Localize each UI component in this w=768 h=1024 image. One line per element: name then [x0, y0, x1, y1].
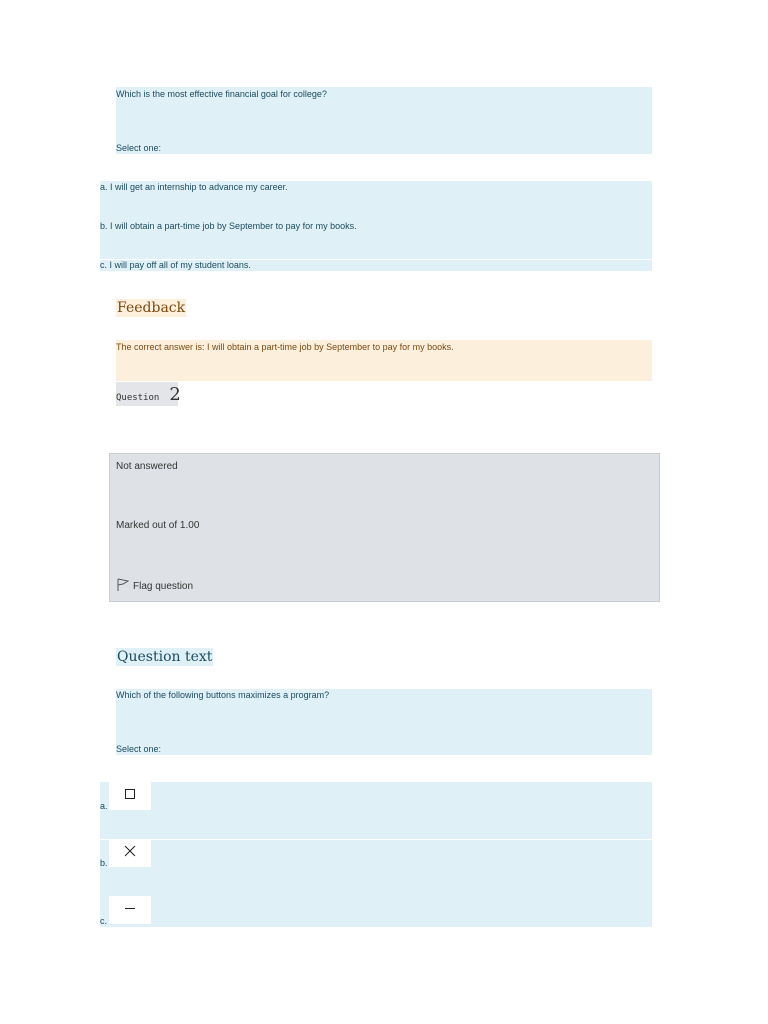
flag-question-button[interactable]	[117, 578, 193, 592]
q2-select-label: Select one:	[116, 744, 162, 754]
q1-question-text: Which is the most effective financial goal for college?	[116, 89, 327, 99]
q1-option-b[interactable]: b. I will obtain a part-time job by September to pay for my books.	[100, 221, 357, 231]
feedback-text: The correct answer is: I will obtain a part-time job by September to pay for my books.	[116, 342, 454, 352]
maximize-icon	[124, 787, 136, 805]
question-word: Question	[116, 393, 160, 403]
feedback-heading: Feedback	[117, 300, 186, 316]
q2-option-c-image[interactable]	[109, 896, 151, 924]
q1-option-c[interactable]: c. I will pay off all of my student loans.	[100, 260, 251, 270]
q2-question-box	[116, 689, 652, 755]
question-number-label	[116, 382, 181, 406]
q2-option-c-letter[interactable]: c.	[100, 916, 108, 926]
flag-icon	[117, 578, 129, 592]
q2-option-b-letter[interactable]: b.	[100, 858, 108, 868]
close-icon	[124, 844, 136, 862]
question-info-box	[109, 453, 660, 602]
feedback-box	[116, 340, 652, 381]
q1-options-box	[100, 181, 652, 271]
q2-question-text: Which of the following buttons maximizes a program?	[116, 690, 330, 700]
question-text-heading: Question text	[117, 649, 213, 665]
minimize-icon	[124, 901, 136, 919]
q2-option-a-letter[interactable]: a.	[100, 801, 108, 811]
q2-option-b-image[interactable]	[109, 839, 151, 867]
option-divider	[100, 839, 652, 840]
marks-text: Marked out of 1.00	[116, 520, 200, 531]
status-text: Not answered	[116, 461, 178, 472]
q2-options-box	[100, 782, 652, 927]
flag-label: Flag question	[133, 581, 194, 592]
question-number: 2	[169, 384, 181, 405]
q1-question-box	[116, 87, 652, 154]
q1-select-label: Select one:	[116, 143, 162, 153]
q2-option-a-image[interactable]	[109, 782, 151, 810]
q1-option-a[interactable]: a. I will get an internship to advance my career.	[100, 182, 288, 192]
